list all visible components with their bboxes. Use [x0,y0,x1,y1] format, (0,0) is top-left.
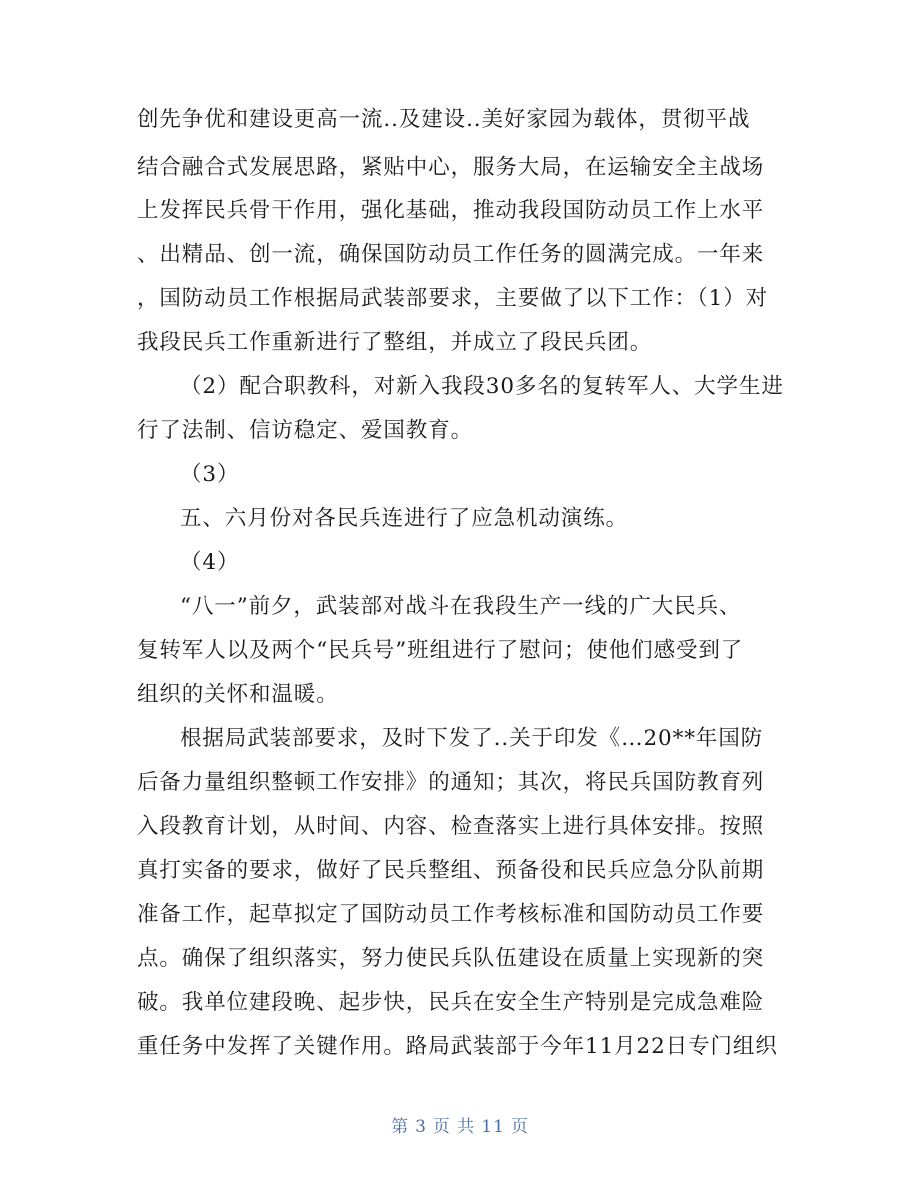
footer-middle: 页 共 [432,1117,476,1137]
text-line-14: 组织的关怀和温暖。 [137,682,339,707]
text-line-6: 我段民兵工作重新进行了整组，并成立了段民兵团。 [137,330,653,355]
footer-current-page: 3 [415,1117,427,1137]
text-line-20: 点。确保了组织落实，努力使民兵队伍建设在质量上实现新的突 [137,946,765,971]
text-line-5: ，国防动员工作根据局武装部要求，主要做了以下工作：（1）对 [137,286,769,311]
text-line-7: （2）配合职教科，对新入我段30多名的复转军人、大学生进 [180,374,784,399]
text-line-12: “八一”前夕，武装部对战斗在我段生产一线的广大民兵、 [180,594,742,619]
text-line-17: 入段教育计划，从时间、内容、检查落实上进行具体安排。按照 [137,814,765,839]
text-line-16: 后备力量组织整顿工作安排》的通知；其次，将民兵国防教育列 [137,770,765,795]
text-line-10: 五、六月份对各民兵连进行了应急机动演练。 [180,506,629,531]
text-line-8: 行了法制、信访稳定、爱国教育。 [137,418,474,443]
text-line-4: 、出精品、创一流，确保国防动员工作任务的圆满完成。一年来 [137,242,765,267]
text-line-2: 结合融合式发展思路，紧贴中心，服务大局，在运输安全主战场 [137,155,765,180]
text-line-15: 根据局武装部要求，及时下发了..关于印发《…20**年国防 [180,726,764,751]
text-line-22: 重任务中发挥了关键作用。路局武装部于今年11月22日专门组织 [137,1034,778,1059]
page-footer [0,1112,920,1137]
text-line-11: （4） [180,550,240,575]
text-line-3: 上发挥民兵骨干作用，强化基础，推动我段国防动员工作上水平 [137,198,765,223]
footer-total-pages: 11 [481,1117,505,1137]
text-line-21: 破。我单位建段晚、起步快，民兵在安全生产特别是完成急难险 [137,990,765,1015]
text-line-18: 真打实备的要求，做好了民兵整组、预备役和民兵应急分队前期 [137,858,765,883]
text-line-9: （3） [180,462,240,487]
text-line-13: 复转军人以及两个“民兵号”班组进行了慰问；使他们感受到了 [137,638,744,663]
text-line-1: 创先争优和建设更高一流..及建设..美好家园为载体，贯彻平战 [137,107,751,132]
text-line-19: 准备工作，起草拟定了国防动员工作考核标准和国防动员工作要 [137,902,765,927]
footer-suffix: 页 [510,1117,529,1137]
footer-prefix: 第 [391,1117,410,1137]
